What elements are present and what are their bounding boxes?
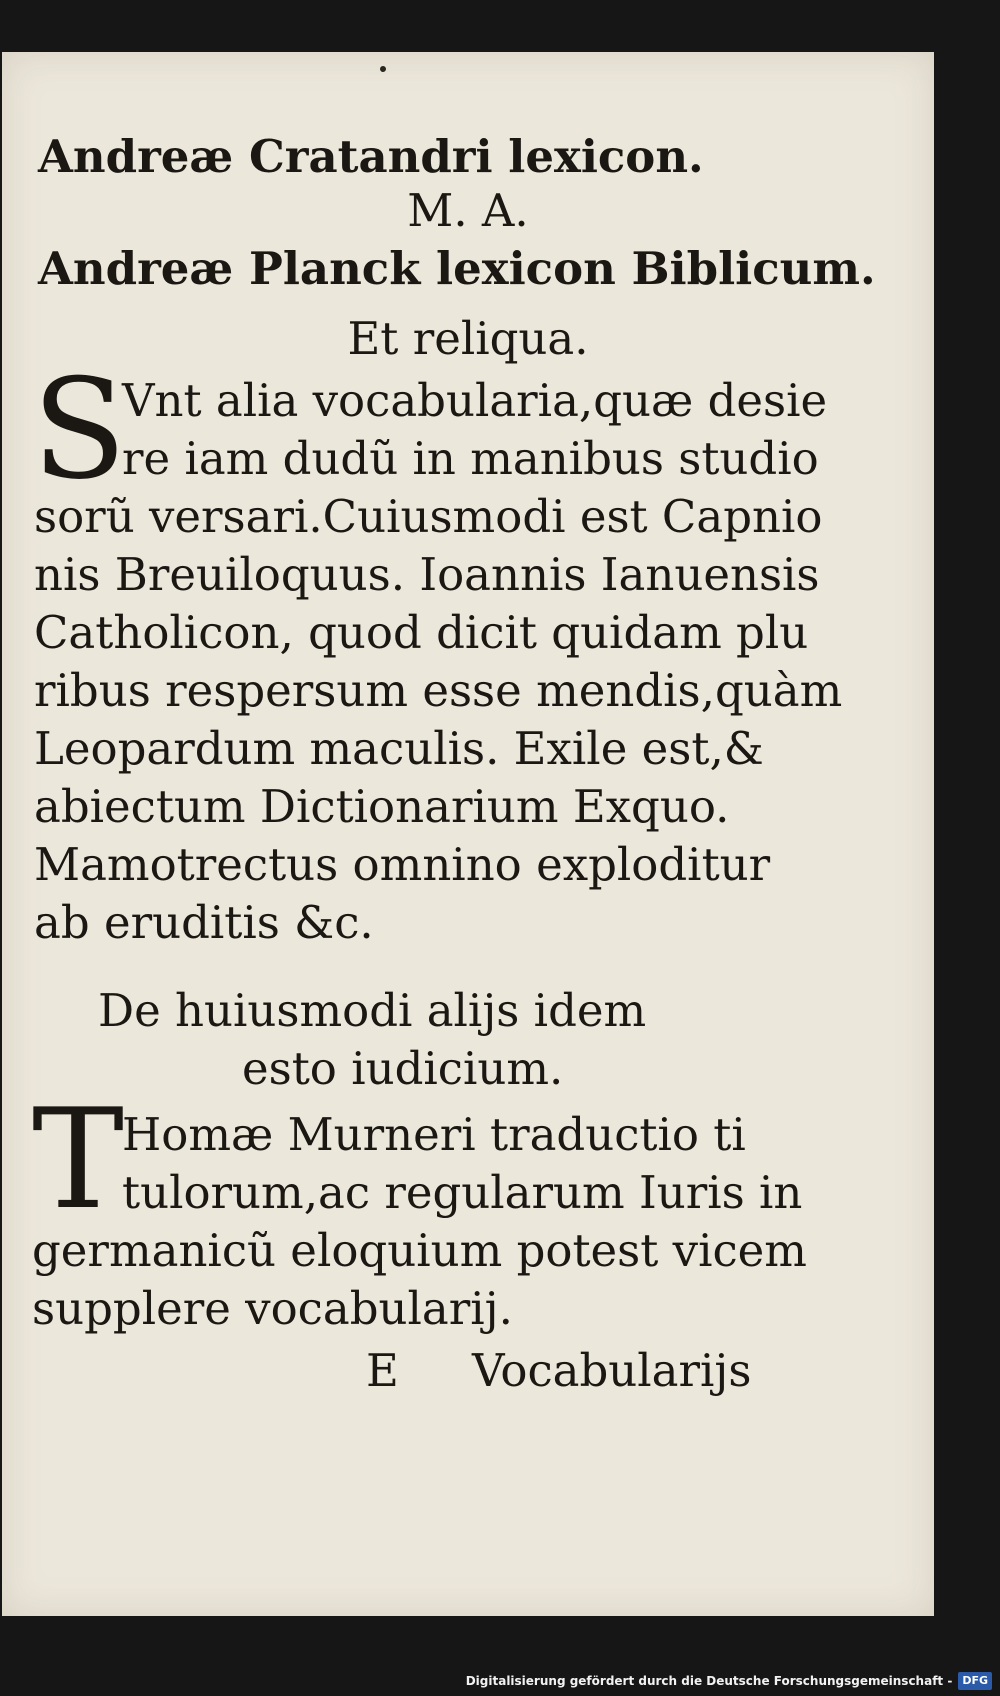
para2-line-1: Homæ Murneri traductio ti: [122, 1108, 746, 1161]
para1-line-8: abiectum Dictionarium Exquo.: [34, 780, 730, 833]
para1-line-10: ab eruditis &c.: [34, 896, 374, 949]
line-ma: M. A.: [407, 184, 529, 237]
para2-line-2: tulorum,ac regularum Iuris in: [122, 1166, 803, 1219]
para1-line-5: Catholicon, quod dicit quidam plu: [34, 606, 809, 659]
digitization-footer: [466, 1670, 992, 1692]
para1-line-2: re iam dudũ in manibus studio: [122, 432, 819, 485]
heading-et-reliqua: Et reliqua.: [347, 312, 589, 365]
para1-line-6: ribus respersum esse mendis,quàm: [34, 664, 843, 717]
footer-credit: Digitalisierung gefördert durch die Deutsche Forschungsgemeinschaft -: [465, 1674, 953, 1688]
para1-line-3: sorũ versari.Cuiusmodi est Capnio: [34, 490, 823, 543]
para2-line-3: germanicũ eloquium potest vicem: [32, 1224, 807, 1277]
page-mark: [380, 66, 386, 72]
para1-line-7: Leopardum maculis. Exile est,&: [34, 722, 764, 775]
catchword: Vocabularijs: [472, 1344, 752, 1397]
para1-line-1: Vnt alia vocabularia,quæ desie: [122, 374, 828, 427]
book-page: [2, 52, 934, 1616]
para1-line-4: nis Breuiloquus. Ioannis Ianuensis: [34, 548, 820, 601]
para2-line-4: supplere vocabularij.: [32, 1282, 513, 1335]
heading-de-huiusmodi: De huiusmodi alijs idem: [98, 984, 647, 1037]
drop-cap-t: T: [32, 1079, 125, 1240]
dfg-logo-icon: DFG: [958, 1672, 992, 1690]
drop-cap-s: S: [32, 349, 127, 510]
heading-esto-iudicium: esto iudicium.: [242, 1042, 564, 1095]
line-cratandri: Andreæ Cratandri lexicon.: [38, 130, 704, 183]
signature-mark: E: [366, 1344, 399, 1397]
line-planck: Andreæ Planck lexicon Biblicum.: [38, 242, 876, 295]
para1-line-9: Mamotrectus omnino exploditur: [34, 838, 771, 891]
